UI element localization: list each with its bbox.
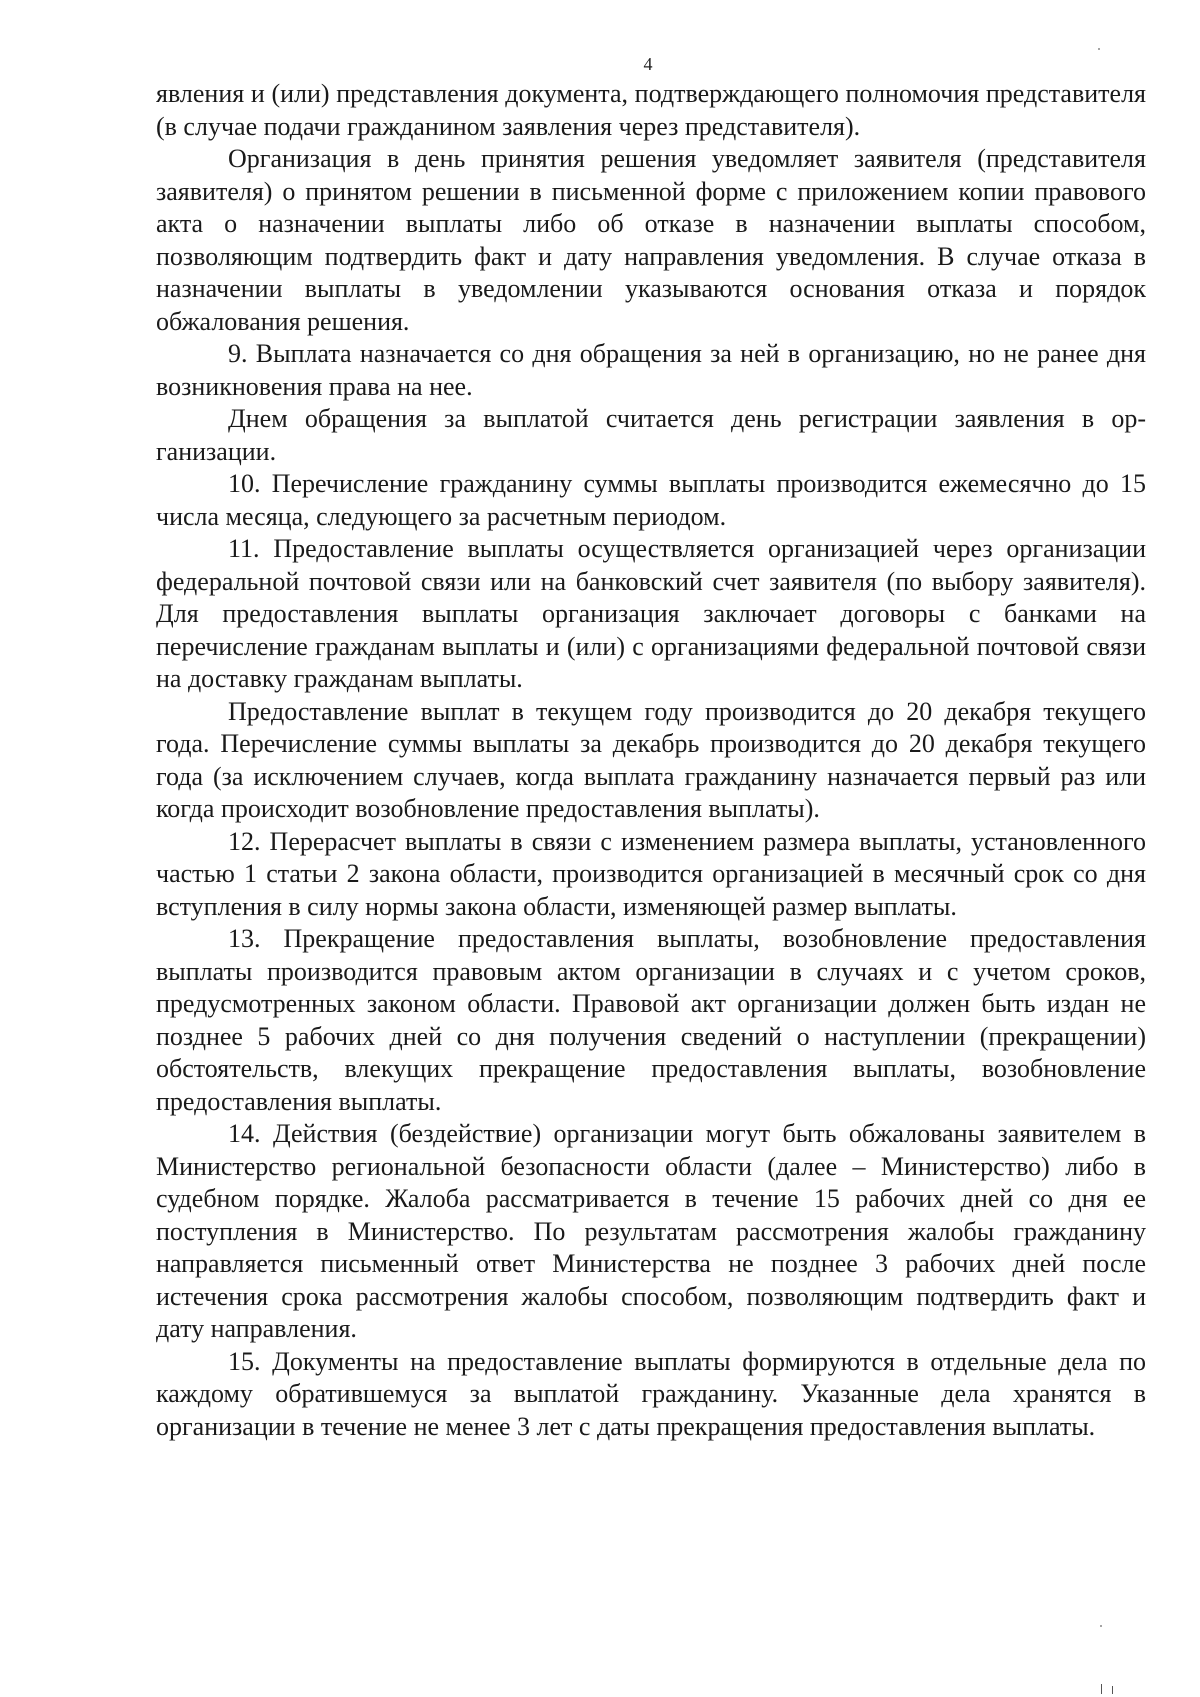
scan-artifact-dot — [1098, 48, 1100, 50]
document-body — [156, 78, 1146, 1443]
paragraph-item-14: 14. Действия (бездействие) организации могут быть обжалованы заявителем в Министерство региональной безопасности области (далее – Министерство) либо в судебном порядке. Жалоба рассматривается в течение 15 рабочих дней со дня ее поступления в Министерство. По результатам рассмотрения жалобы гражданину направляется письменный ответ Министерства не позднее 3 рабочих дней после истечения срока рассмотрения жалобы способом, позволяющим подтвердить факт и дату направления. — [156, 1119, 1146, 1343]
paragraph-notification: Организация в день принятия решения уведомляет заявителя (представителя заявителя) о принятом решении в письменной форме с приложением копии правового акта о назначении выплаты либо об отказе в назначении выплаты способом, позволяющим подтвердить факт и дату направления уведомления. В случае отказа в назначении выплаты в уведомлении указываются основания отказа и порядок обжалования решения. — [156, 144, 1146, 336]
scan-artifact-dot — [1100, 1625, 1102, 1627]
paragraph-continuation: явления и (или) представления документа, подтверждающего полномочия представителя (в случае подачи гражданином заявления через представителя). — [156, 79, 1146, 141]
paragraph-item-10: 10. Перечисление гражданину суммы выплаты производится ежемесячно до 15 числа месяца, следующего за расчетным периодом. — [156, 469, 1146, 531]
paragraph-item-9: 9. Выплата назначается со дня обращения за ней в организацию, но не ранее дня возникновения права на нее. — [156, 339, 1146, 401]
scan-artifact-tick — [1101, 1684, 1102, 1694]
scan-artifact-tick — [1112, 1686, 1113, 1694]
page-number: 4 — [643, 54, 653, 74]
paragraph-item-12: 12. Перерасчет выплаты в связи с изменением размера выплаты, установленного частью 1 статьи 2 закона области, производится организацией в месячный срок со дня вступления в силу нормы закона области, изменяющей размер выплаты. — [156, 826, 1146, 921]
paragraph-appeal-day: Днем обращения за выплатой считается день регистрации заявления в организации. — [156, 404, 1146, 466]
paragraph-item-15: 15. Документы на предоставление выплаты формируются в отдельные дела по каждому обратившемуся за выплатой гражданину. Указанные дела хранятся в организации в течение не менее 3 лет с даты прекращения предоставления выплаты. — [156, 1346, 1146, 1441]
paragraph-item-11: 11. Предоставление выплаты осуществляется организацией через организации федеральной почтовой связи или на банковский счет заявителя (по выбору заявителя). Для предоставления выплаты организация заключает договоры с банками на перечисление гражданам выплаты и (или) с организациями федеральной почтовой связи на доставку гражданам выплаты. — [156, 534, 1146, 693]
paragraph-item-13: 13. Прекращение предоставления выплаты, возобновление предоставления выплаты производится правовым актом организации в случаях и с учетом сроков, предусмотренных законом области. Правовой акт организации должен быть издан не позднее 5 рабочих дней со дня получения сведений о наступлении (прекращении) обстоятельств, влекущих прекращение предоставления выплаты, возобновление предоставления выплаты. — [156, 924, 1146, 1116]
paragraph-december-payments: Предоставление выплат в текущем году производится до 20 декабря текущего года. Перечисление суммы выплаты за декабрь производится до 20 декабря текущего года (за исключением случаев, когда выплата гражданину назначается первый раз или когда происходит возобновление предоставления выплаты). — [156, 696, 1146, 823]
